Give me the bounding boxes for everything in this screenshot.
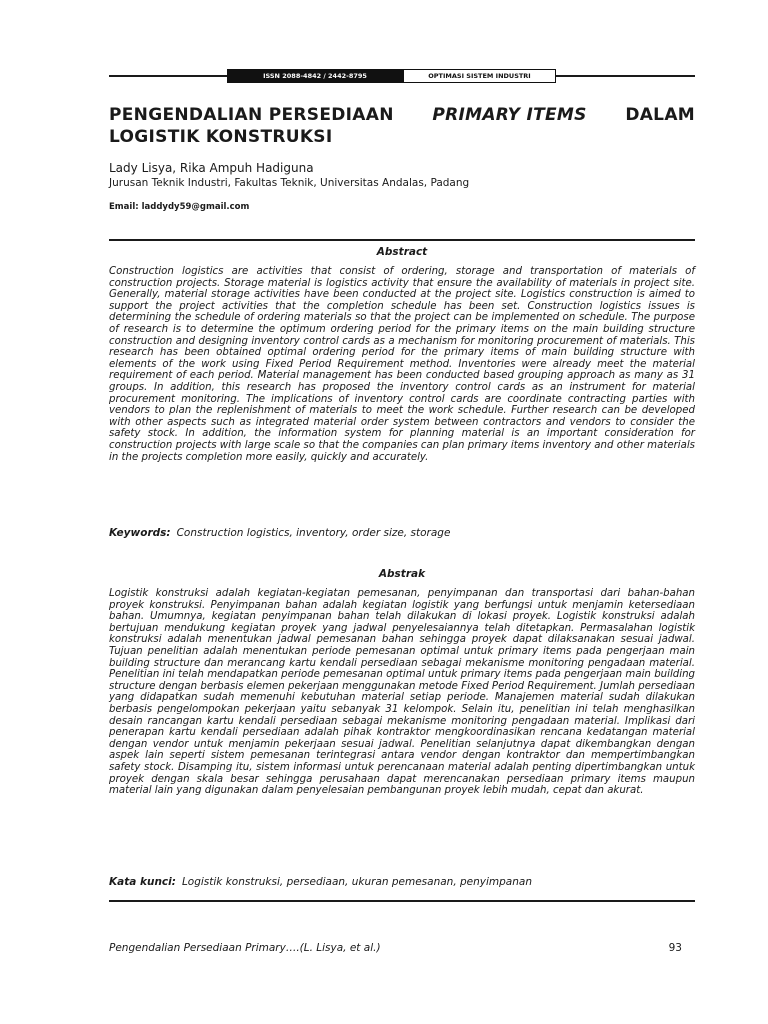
title-line-2: LOGISTIK KONSTRUKSI	[109, 127, 333, 147]
page-number: 93	[668, 942, 682, 954]
kata-kunci-value: Logistik konstruksi, persediaan, ukuran pemesanan, penyimpanan	[181, 876, 532, 888]
keywords-value: Construction logistics, inventory, order size, storage	[176, 527, 451, 539]
title-part-1: PENGENDALIAN PERSEDIAAN	[109, 105, 394, 125]
abstract-top-rule	[109, 239, 695, 241]
abstrak-body: Logistik konstruksi adalah kegiatan-kegiatan pemesanan, penyimpanan dan transportasi dari bahan-bahan proyek konstruksi. Penyimpanan bahan adalah kegiatan logistik yang berfungsi untuk menjamin ketersediaan bahan. Umumnya, kegiatan penyimpanan bahan telah dilakukan di lokasi proyek. Logistik konstruksi adalah bertujuan mendukung kegiatan proyek yang jadwal penyelesaiannya telah ditetapkan. Permasalahan logistik konstruksi adalah menentukan jadwal pemesanan bahan sehingga proyek dapat dilaksanakan sesuai jadwal. Tujuan penelitian adalah menentukan periode pemesanan optimal untuk primary items pada pengerjaan main building structure dan merancang kartu kendali persediaan sebagai mekanisme monitoring pengadaan material. Penelitian ini telah mendapatkan periode pemesanan optimal untuk primary items pada pengerjaan main building structure dengan berbasis elemen pekerjaan menggunakan metode Fixed Period Requirement. Jumlah persediaan yang didapatkan sudah memenuhi kebutuhan material setiap periode. Manajemen material sudah dilakukan berbasis pengelompokan pekerjaan yaitu sebanyak 31 kelompok. Selain itu, penelitian ini telah menghasilkan desain rancangan kartu kendali persediaan sebagai mekanisme monitoring pengadaan material. Implikasi dari penerapan kartu kendali persediaan adalah pihak kontraktor mengkoordinasikan rencana kedatangan material dengan vendor untuk menjamin pekerjaan sesuai jadwal. Penelitian selanjutnya dapat dikembangkan dengan aspek lain seperti sistem pemesanan terintegrasi antara vendor dengan kontraktor dan mempertimbangkan safety stock. Disamping itu, sistem informasi untuk perencanaan material adalah penting dipertimbangkan untuk proyek dengan skala besar sehingga perusahaan dapat merencanakan persediaan primary items maupun material lain yang digunakan dalam penyelesaian pembangunan proyek lebih mudah, cepat dan akurat.	[109, 588, 695, 797]
keywords-label: Keywords:	[109, 527, 171, 539]
journal-header-bar	[109, 69, 695, 83]
journal-name: OPTIMASI SISTEM INDUSTRI	[403, 69, 556, 83]
affiliation: Jurusan Teknik Industri, Fakultas Teknik, Universitas Andalas, Padang	[109, 177, 470, 189]
running-title: Pengendalian Persediaan Primary….(L. Lisya, et al.)	[109, 942, 381, 954]
author-email: Email: laddydy59@gmail.com	[109, 202, 250, 212]
kata-kunci-line	[109, 875, 695, 889]
paper-title	[109, 104, 695, 148]
title-part-2: PRIMARY ITEMS	[432, 105, 587, 125]
abstrak-heading: Abstrak	[378, 568, 426, 580]
abstract-bottom-rule	[109, 900, 695, 902]
kata-kunci-label: Kata kunci:	[109, 876, 176, 888]
abstract-body: Construction logistics are activities that consist of ordering, storage and transportation of materials of construction projects. Storage material is logistics activity that ensure the availability of materials in project site. Generally, material storage activities have been conducted at the project site. Logistics construction is aimed to support the project activities that the completion schedule has been set. Construction logistics issues is determining the schedule of ordering materials so that the project can be implemented on schedule. The purpose of research is to determine the optimum ordering period for the primary items on the main building structure construction and designing inventory control cards as a mechanism for monitoring procurement of materials. This research has been obtained optimal ordering period for the primary items of main building structure with elements of the work using Fixed Period Requirement method. Inventories were already meet the material requirement of each period. Material management has been conducted based grouping approach as many as 31 groups. In addition, this research has proposed the inventory control cards as an instrument for material procurement monitoring. The implications of inventory control cards are coordinate contracting parties with vendors to plan the replenishment of materials to meet the work schedule. Further research can be developed with other aspects such as integrated material order system between contractors and vendors to consider the safety stock. In addition, the information system for planning material is an important consideration for construction projects with large scale so that the companies can plan primary items inventory and other materials in the projects completion more easily, quickly and accurately.	[109, 266, 695, 463]
abstract-heading: Abstract	[376, 246, 428, 258]
authors: Lady Lisya, Rika Ampuh Hadiguna	[109, 161, 314, 175]
keywords-line	[109, 526, 695, 540]
issn-label: ISSN 2088-4842 / 2442-8795	[227, 69, 403, 83]
title-part-3: DALAM	[625, 105, 695, 125]
